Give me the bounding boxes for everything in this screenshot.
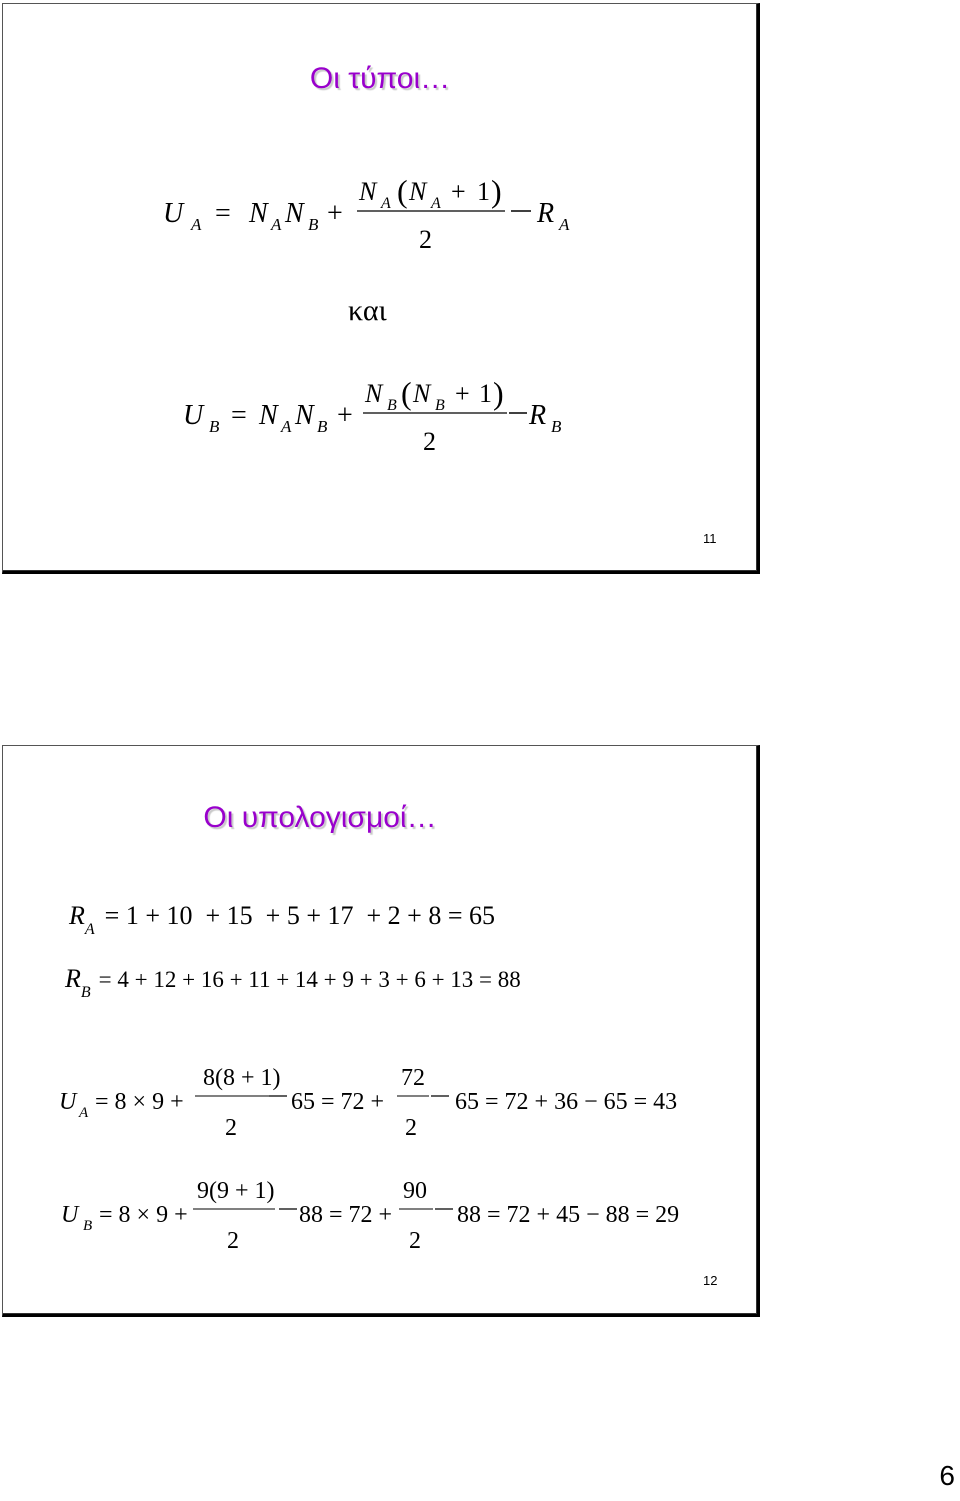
subscript-a: A (79, 1105, 89, 1121)
paren-close: ) (493, 375, 504, 411)
fraction-denominator: 2 (409, 1228, 421, 1254)
plus-sign: + (455, 379, 470, 408)
subscript-b: B (83, 1218, 93, 1234)
subscript-a: A (84, 921, 95, 938)
symbol-r: R (529, 400, 547, 431)
symbol-n: N (285, 198, 304, 229)
connector-text: και (348, 294, 387, 327)
ra-sum (69, 901, 495, 938)
symbol-n: N (413, 379, 431, 408)
subscript-a: A (559, 215, 570, 234)
slide-title: Οι υπολογισμοί… (203, 801, 437, 834)
subscript-b: B (551, 417, 562, 436)
ub-middle: 88 = 72 + (299, 1202, 393, 1228)
symbol-n: N (249, 198, 268, 229)
subscript-a: A (271, 215, 282, 234)
symbol-u: U (183, 400, 204, 431)
fraction-numerator: 72 (401, 1065, 425, 1091)
plus-sign: + (327, 198, 343, 229)
slide-11 (2, 3, 760, 574)
ua-calculation (59, 1051, 709, 1151)
slide-number: 11 (703, 531, 717, 546)
rb-expression: = 4 + 12 + 16 + 11 + 14 + 9 + 3 + 6 + 13 = 88 (98, 967, 521, 992)
ub-prefix: = 8 × 9 + (99, 1202, 188, 1228)
subscript-b: B (308, 215, 319, 234)
symbol-n: N (365, 379, 383, 408)
subscript-a: A (281, 417, 292, 436)
fraction-numerator: 9(9 + 1) (197, 1178, 275, 1204)
slide-number: 12 (703, 1273, 718, 1288)
symbol-r: R (65, 964, 81, 993)
page-number: 6 (939, 1460, 955, 1491)
paren-open: ( (397, 173, 408, 209)
symbol-u: U (61, 1202, 79, 1228)
rb-sum (65, 964, 521, 1001)
number-one: 1 (479, 379, 492, 408)
subscript-b: B (435, 397, 445, 414)
plus-sign: + (451, 177, 466, 206)
number-two: 2 (419, 225, 432, 254)
ua-prefix: = 8 × 9 + (95, 1089, 184, 1115)
fraction-numerator: 8(8 + 1) (203, 1065, 281, 1091)
number-two: 2 (423, 427, 436, 456)
plus-sign: + (337, 400, 353, 431)
formula-ua (153, 164, 593, 264)
subscript-b: B (317, 417, 328, 436)
fraction-denominator: 2 (405, 1115, 417, 1141)
symbol-n: N (295, 400, 314, 431)
subscript-a: A (191, 215, 202, 234)
symbol-r: R (69, 901, 85, 930)
symbol-n: N (259, 400, 278, 431)
subscript-b: B (80, 984, 91, 1001)
fraction-denominator: 2 (227, 1228, 239, 1254)
paren-open: ( (401, 375, 412, 411)
subscript-a: A (381, 195, 391, 212)
subscript-a: A (431, 195, 441, 212)
slide-title: Οι τύποι… (309, 62, 451, 95)
symbol-u: U (163, 198, 184, 229)
ra-expression: = 1 + 10 + 15 + 5 + 17 + 2 + 8 = 65 (104, 901, 495, 930)
subscript-b: B (387, 397, 397, 414)
fraction-denominator: 2 (225, 1115, 237, 1141)
symbol-n: N (359, 177, 377, 206)
fraction-numerator: 90 (403, 1178, 427, 1204)
ub-result: 88 = 72 + 45 − 88 = 29 (457, 1202, 680, 1228)
paren-close: ) (491, 173, 502, 209)
ub-calculation (61, 1164, 721, 1264)
symbol-n: N (409, 177, 427, 206)
ua-result: 65 = 72 + 36 − 65 = 43 (455, 1089, 678, 1115)
ua-middle: 65 = 72 + (291, 1089, 385, 1115)
symbol-u: U (59, 1089, 77, 1115)
equals-sign: = (231, 400, 247, 431)
subscript-b: B (209, 417, 220, 436)
formula-ub (173, 366, 593, 466)
symbol-r: R (537, 198, 555, 229)
equals-sign: = (215, 198, 231, 229)
slide-12 (2, 745, 760, 1317)
number-one: 1 (477, 177, 490, 206)
